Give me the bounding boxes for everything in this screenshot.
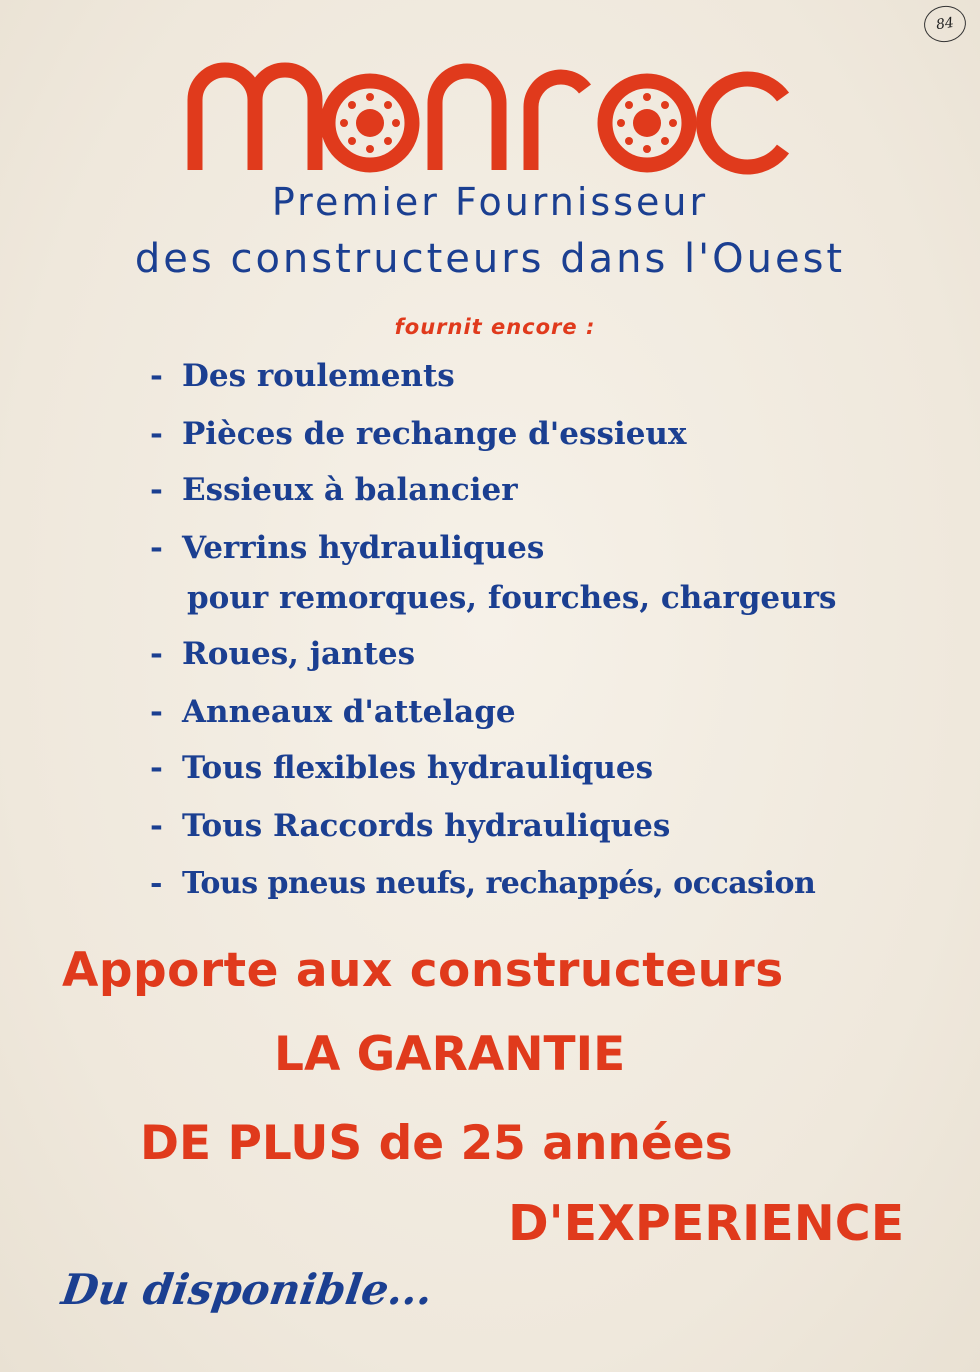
- list-item: [150, 358, 455, 408]
- bullet-dash: -: [150, 866, 162, 901]
- list-item: [150, 808, 670, 858]
- list-item-label: Tous Raccords hydrauliques: [182, 808, 671, 844]
- headline-line-4: D'EXPERIENCE: [508, 1195, 905, 1252]
- list-item-label: Roues, jantes: [182, 636, 416, 672]
- bullet-dash: -: [150, 694, 163, 730]
- list-item-continuation: pour remorques, fourches, chargeurs: [187, 580, 837, 616]
- handwritten-page-number: 84: [922, 3, 969, 44]
- headline-line-1: Apporte aux constructeurs: [62, 943, 784, 998]
- headline-line-2: LA GARANTIE: [274, 1027, 626, 1082]
- list-item-label: Tous pneus neufs, rechappés, occasion: [182, 866, 816, 901]
- list-item: [150, 750, 653, 800]
- subtitle-line-2: des constructeurs dans l'Ouest: [134, 236, 846, 282]
- intro-text: fournit encore :: [394, 315, 596, 339]
- bullet-dash: -: [150, 808, 163, 844]
- list-item: [150, 472, 518, 522]
- list-item-label: Pièces de rechange d'essieux: [182, 416, 687, 452]
- bullet-dash: -: [150, 358, 163, 394]
- list-item-label: Tous flexibles hydrauliques: [182, 750, 654, 786]
- bullet-dash: -: [150, 472, 163, 508]
- footer-tagline: Du disponible...: [58, 1265, 436, 1314]
- list-item: [150, 416, 686, 466]
- subtitle-line-1: Premier Fournisseur: [271, 180, 709, 224]
- bullet-dash: -: [150, 750, 163, 786]
- list-item: [150, 636, 415, 686]
- bullet-dash: -: [150, 636, 163, 672]
- monroc-logo: [185, 45, 795, 175]
- list-item-label: Essieux à balancier: [182, 472, 518, 508]
- list-item: [150, 530, 544, 580]
- list-item-label: Verrins hydrauliques: [182, 530, 545, 566]
- bullet-dash: -: [150, 416, 163, 452]
- list-item: [150, 694, 516, 744]
- bullet-dash: -: [150, 530, 163, 566]
- headline-line-3: DE PLUS de 25 années: [140, 1116, 733, 1171]
- list-item-label: Des roulements: [182, 358, 455, 394]
- list-item-label: Anneaux d'attelage: [182, 694, 516, 730]
- list-item: [150, 866, 815, 916]
